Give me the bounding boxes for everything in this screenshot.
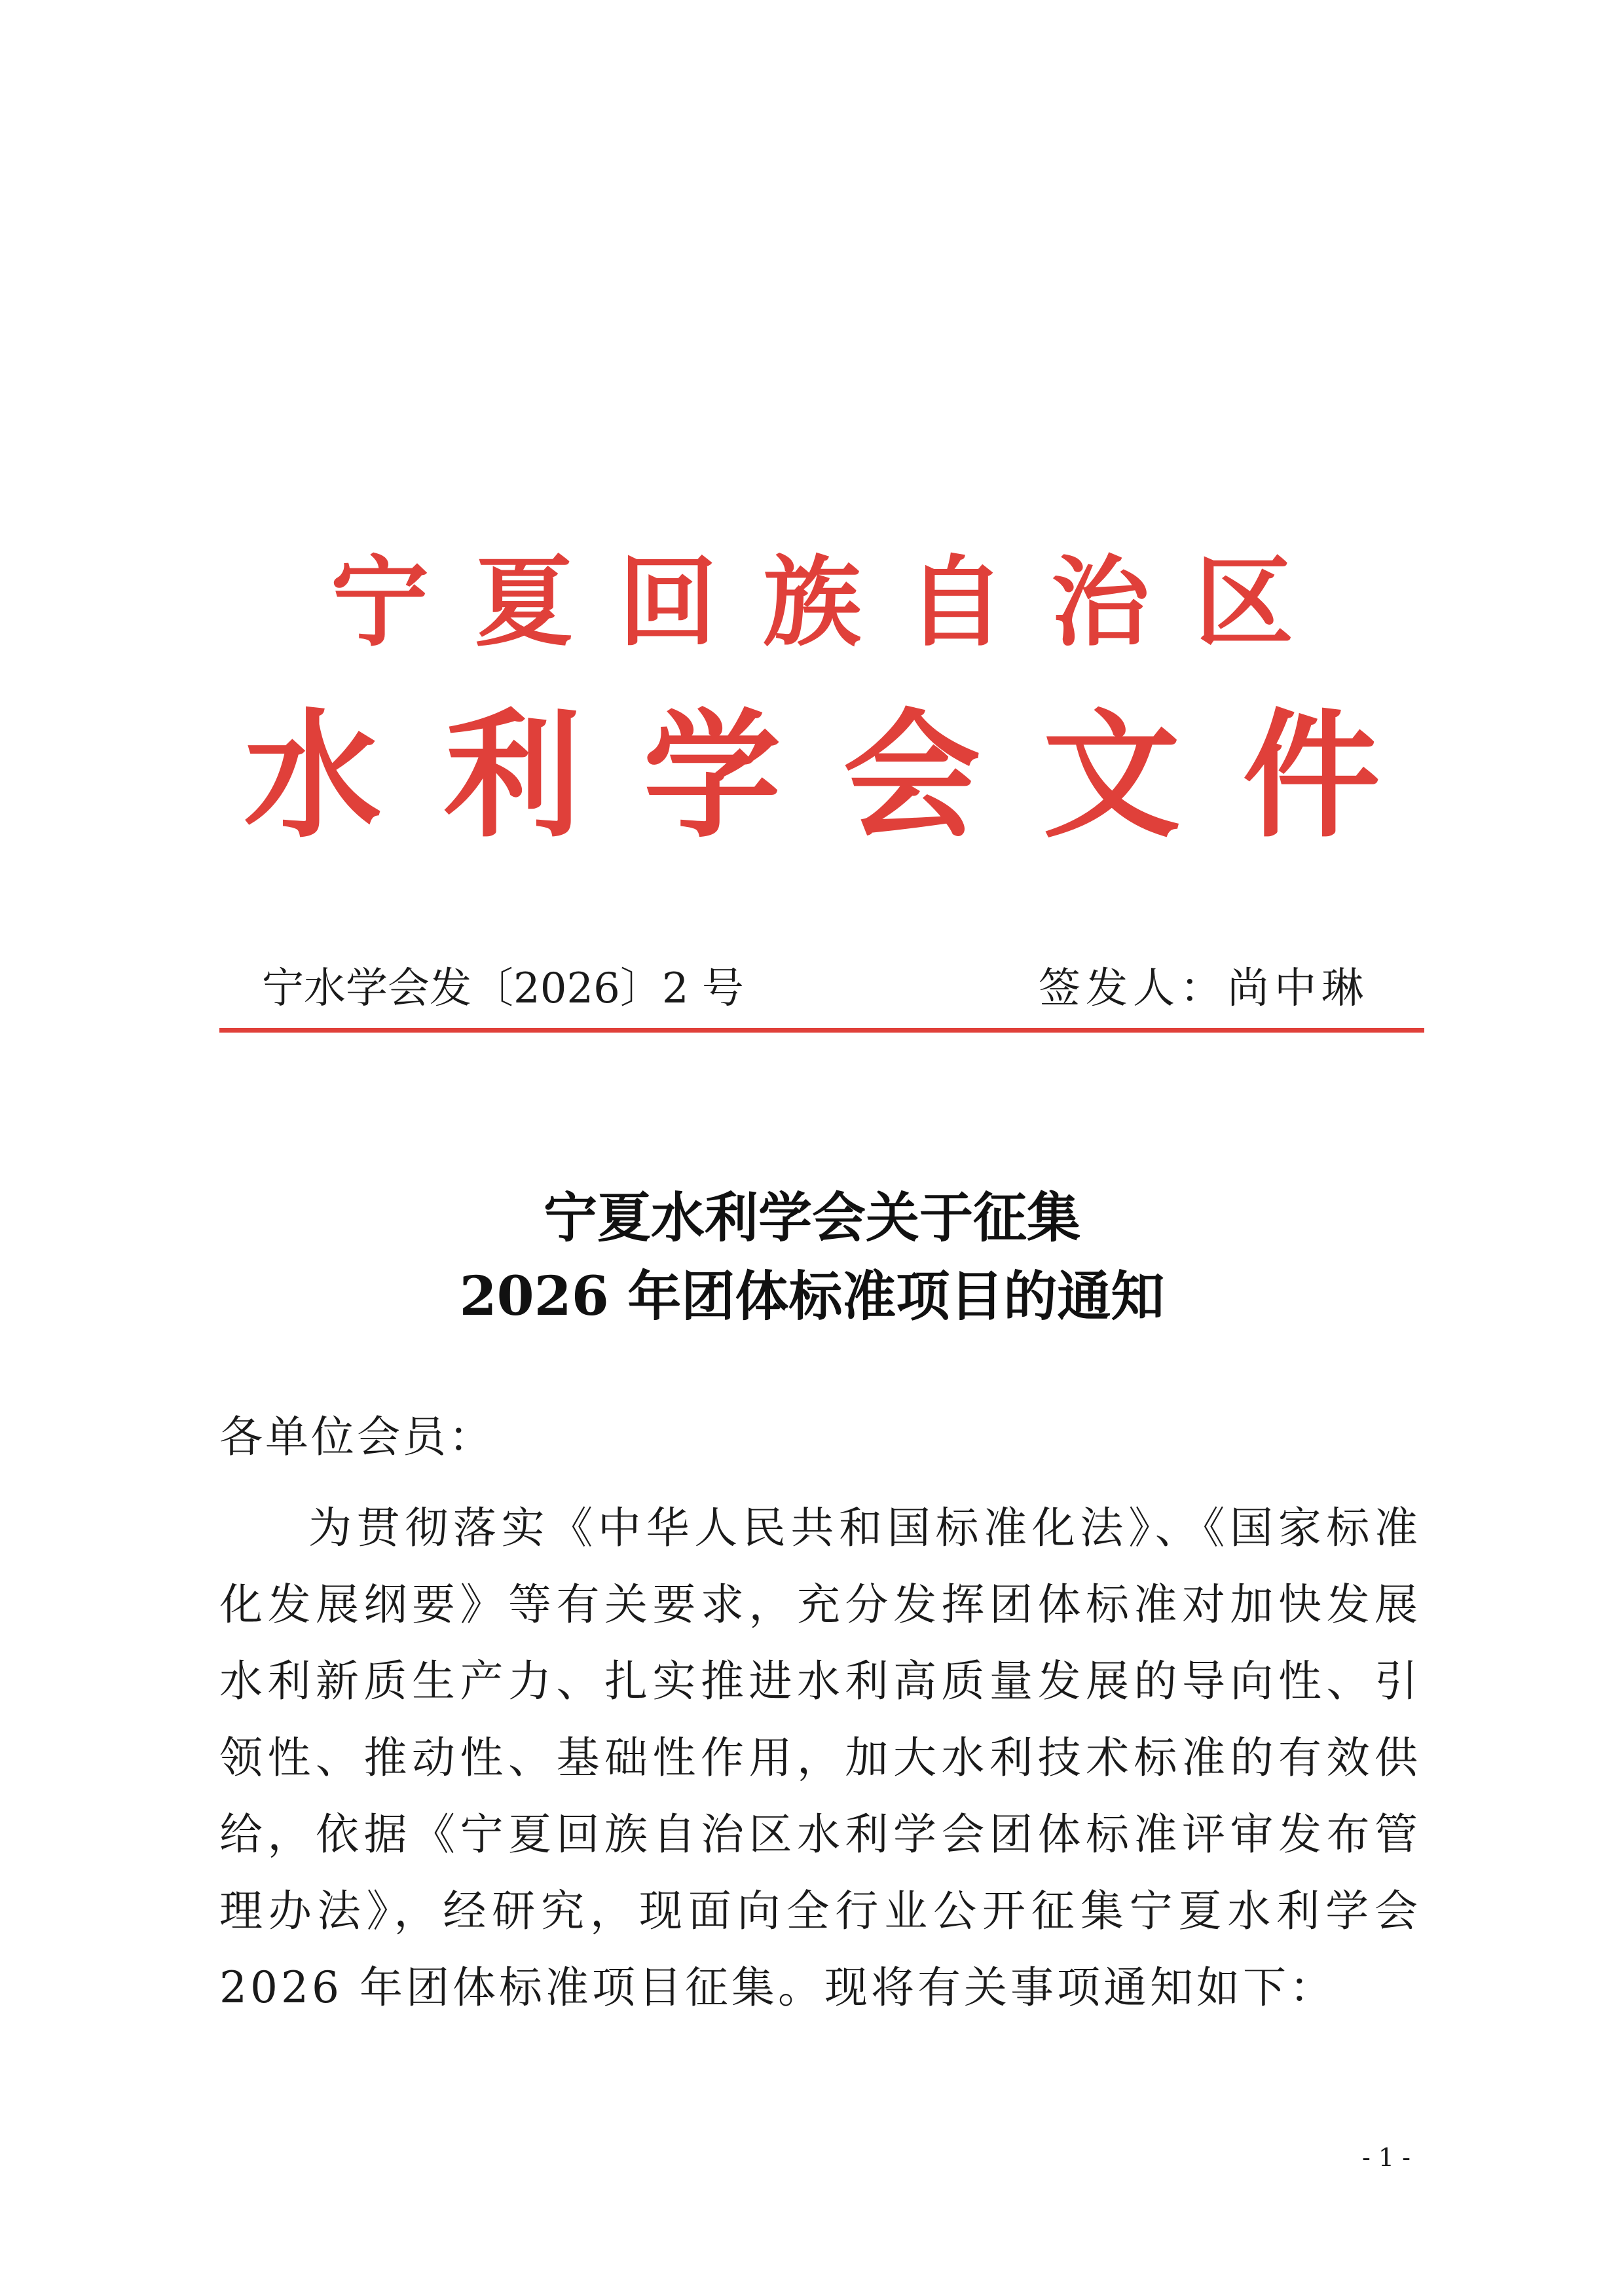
document-number: 宁水学会发〔2026〕2 号 [262, 964, 744, 1013]
issuing-authority-heading: 宁夏回族自治区 [330, 545, 1339, 660]
salutation: 各单位会员： [219, 1412, 494, 1462]
body-paragraph: 为贯彻落实《中华人民共和国标准化法》、《国家标准化发展纲要》等有关要求，充分发挥团体标准对加快发展水利新质生产力、扎实推进水利高质量发展的导向性、引领性、推动性、基础性作用，加大水利技术标准的有效供给，依据《宁夏回族自治区水利学会团体标准评审发布管理办法》，经研究，现面向全行业公开征集宁夏水利学会 2026 年团体标准项目征集。现将有关事项通知如下： [219, 1503, 1421, 2013]
document-type-heading: 水利学会文件 [244, 695, 1443, 856]
issuer-signature: 签发人：尚中琳 [1039, 964, 1369, 1013]
page-number: - 1 - [1362, 2143, 1411, 2172]
document-meta-row [262, 963, 1369, 1015]
red-divider-line [219, 1028, 1424, 1033]
notice-title-line-1: 宁夏水利学会关于征集 [543, 1186, 1080, 1249]
notice-title-line-2: 2026 年团体标准项目的通知 [459, 1265, 1165, 1328]
